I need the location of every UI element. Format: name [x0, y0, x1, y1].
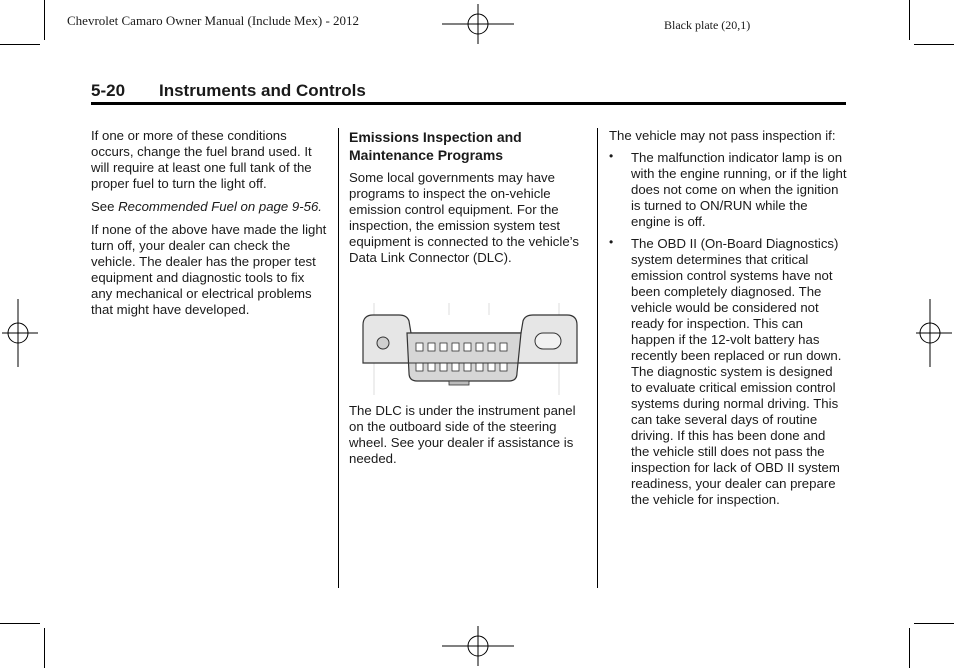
header-rule	[91, 102, 846, 105]
column-divider	[338, 128, 339, 588]
bullet-icon: •	[609, 235, 614, 249]
crop-mark	[909, 0, 910, 40]
paragraph: The vehicle may not pass inspection if:	[609, 128, 836, 143]
bullet-icon: •	[609, 149, 614, 163]
crop-mark	[44, 0, 45, 40]
list-item	[609, 150, 847, 230]
crop-mark	[909, 628, 910, 668]
crop-mark	[0, 44, 40, 45]
list-item	[609, 236, 847, 508]
crop-mark	[914, 44, 954, 45]
crop-mark	[914, 623, 954, 624]
column-2-continued	[349, 403, 585, 474]
crop-mark	[44, 628, 45, 668]
page-number: 5-20	[91, 81, 126, 100]
list-item-text: The OBD II (On-Board Diagnostics) system determines that critical emission control systems have not been completely diagnosed. The vehicle would be considered not ready for inspection. This can happen if the 12-volt battery has recently been replaced or run down. The diagnostic system is designed to evaluate critical emission control systems during normal driving. This can take several days of routine driving. If this has been done and the vehicle still does not pass the inspection for lack of OBD II system readiness, your dealer can prepare the vehicle for inspection.	[631, 236, 842, 507]
crop-mark	[0, 623, 40, 624]
print-slug-left: Chevrolet Camaro Owner Manual (Include Mex) - 2012	[67, 13, 360, 28]
registration-mark-icon	[440, 2, 516, 46]
section-title: Instruments and Controls	[159, 81, 366, 100]
paragraph: Some local governments may have programs to inspect the on-vehicle emission control equipment. For the inspection, the emission system test equipment is connected to the vehicle’s Data Link Connector (DLC).	[349, 170, 579, 265]
cross-reference-link[interactable]: Recommended Fuel on page 9-56.	[118, 199, 322, 214]
registration-mark-icon	[914, 297, 954, 369]
paragraph: The DLC is under the instrument panel on the outboard side of the steering wheel. See your dealer if assistance is needed.	[349, 403, 576, 466]
paragraph: If none of the above have made the light turn off, your dealer can check the vehicle. The dealer has the proper test equipment and diagnostic tools to fix any mechanical or electrical problems that might have developed.	[91, 222, 327, 317]
see-reference	[91, 199, 327, 215]
registration-mark-icon	[0, 297, 40, 369]
list-item-text: The malfunction indicator lamp is on with the engine running, or if the light does not come on when the ignition is turned to ON/RUN while the engine is off.	[631, 150, 847, 229]
paragraph: If one or more of these conditions occurs, change the fuel brand used. It will require at least one full tank of the proper fuel to turn the light off.	[91, 128, 312, 191]
column-2	[349, 128, 585, 273]
column-divider	[597, 128, 598, 588]
section-heading: Emissions Inspection and Maintenance Programs	[349, 129, 522, 163]
registration-mark-icon	[440, 624, 516, 668]
dlc-connector-icon	[349, 303, 584, 395]
column-3	[609, 128, 847, 514]
print-slug-right: Black plate (20,1)	[664, 18, 751, 32]
column-1	[91, 128, 327, 325]
see-prefix: See	[91, 199, 119, 214]
